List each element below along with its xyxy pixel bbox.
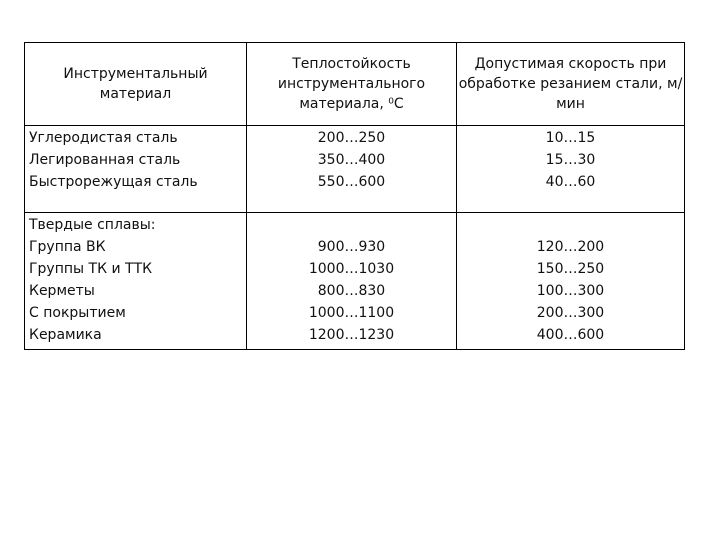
alloys-material-cell — [25, 213, 247, 350]
heat-vk-group: 900…930 — [317, 239, 386, 255]
speed-coated: 200…300 — [536, 305, 605, 321]
material-cermets: Керметы — [29, 283, 95, 299]
heat-alloy-steel: 350…400 — [317, 152, 386, 168]
material-hard-alloys-title: Твердые сплавы: — [29, 217, 156, 233]
header-heat-resistance: Теплостойкость инструментального материала, ⁰С — [247, 43, 457, 126]
steels-heat-cell — [247, 126, 457, 213]
heat-cermets: 800…830 — [317, 283, 386, 299]
material-coated: С покрытием — [29, 305, 126, 321]
speed-ceramics: 400…600 — [536, 327, 605, 343]
header-row — [25, 43, 685, 126]
material-hss: Быстрорежущая сталь — [29, 174, 198, 190]
heat-tk-ttk-groups: 1000…1030 — [308, 261, 395, 277]
material-alloy-steel: Легированная сталь — [29, 152, 181, 168]
speed-hard-alloys-title — [457, 214, 684, 236]
steels-material-cell — [25, 126, 247, 213]
heat-hss: 550…600 — [317, 174, 386, 190]
speed-cermets: 100…300 — [536, 283, 605, 299]
materials-table — [24, 42, 685, 350]
heat-hard-alloys-title — [247, 214, 456, 236]
speed-tk-ttk-groups: 150…250 — [536, 261, 605, 277]
speed-vk-group: 120…200 — [536, 239, 605, 255]
speed-alloy-steel: 15…30 — [545, 152, 596, 168]
material-tk-ttk-groups: Группы ТК и ТТК — [29, 261, 153, 277]
speed-carbon-steel: 10…15 — [545, 130, 596, 146]
heat-coated: 1000…1100 — [308, 305, 395, 321]
speed-hss: 40…60 — [545, 174, 596, 190]
heat-ceramics: 1200…1230 — [308, 327, 395, 343]
alloys-speed-cell — [457, 213, 685, 350]
material-ceramics: Керамика — [29, 327, 102, 343]
header-material: Инструментальный материал — [25, 43, 247, 126]
heat-carbon-steel: 200…250 — [317, 130, 386, 146]
table-row-steels — [25, 126, 685, 213]
table-row-hard-alloys — [25, 213, 685, 350]
header-cutting-speed: Допустимая скорость при обработке резанием стали, м/мин — [457, 43, 685, 126]
material-carbon-steel: Углеродистая сталь — [29, 130, 178, 146]
alloys-heat-cell — [247, 213, 457, 350]
steels-speed-cell — [457, 126, 685, 213]
material-vk-group: Группа ВК — [29, 239, 106, 255]
